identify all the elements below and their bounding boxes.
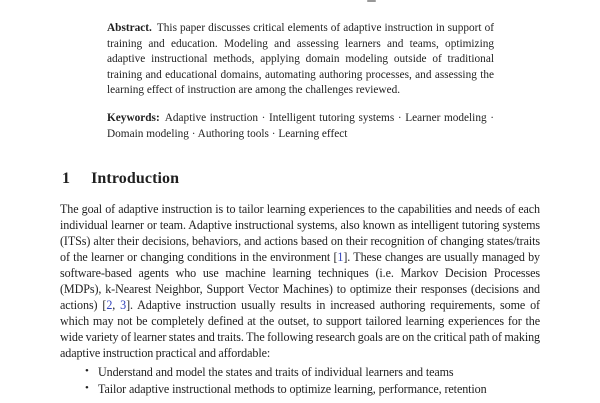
body-column	[60, 201, 540, 397]
section-title: Introduction	[91, 170, 180, 188]
paragraph-text-segment: ]. These changes are usually managed by software-based agents who use machine learning techniques (i.e. Markov Decision Processes (MDPs), k-Nearest Neighbor, Support Vector Machines) to optimize their responses (decisions and actions) [	[60, 250, 541, 313]
list-item	[60, 381, 540, 397]
keywords-block	[107, 111, 494, 142]
citation-link[interactable]: 2	[106, 298, 113, 313]
section-number: 1	[62, 170, 71, 188]
citation-link[interactable]: 3	[120, 298, 127, 313]
abstract-label: Abstract.	[107, 22, 152, 34]
list-item-text: Tailor adaptive instructional methods to optimize learning, performance, retention	[98, 381, 487, 396]
list-item	[60, 364, 540, 380]
paragraph-text-segment: ]. Adaptive instruction usually results in increased authoring requirements, some of which may not be completely defined at the outset, to support tailored learning experiences for the wide variety of learner states and traits. The following research goals are on the critical path of making adaptive instruction practical and affordable:	[60, 298, 540, 361]
list-item-text: Understand and model the states and traits of individual learners and teams	[98, 365, 454, 380]
paragraph-text-segment: ,	[112, 298, 121, 313]
bullet-icon: •	[85, 381, 89, 394]
paragraph-text-segment: The goal of adaptive instruction is to tailor learning experiences to the capabilities and needs of each individual learner or team. Adaptive instructional systems, also known as intelligent tutoring systems (ITSs) alter their decisions, behaviors, and actions based on their recognition of changing states/traits of the learner or changing conditions in the environment [	[60, 202, 540, 265]
keywords-label: Keywords:	[107, 111, 160, 124]
abstract-text: This paper discusses critical elements of adaptive instruction in support of training and education. Modeling and assessing learners and teams, optimizing adaptive instructional methods, applying domain modeling outside of traditional training and educational domains, automating authoring processes, and assessing the learning effect of instruction are among the challenges reviewed.	[107, 22, 494, 97]
goals-list	[60, 364, 540, 397]
abstract-block	[107, 21, 494, 99]
clipped-running-header-artifact	[367, 0, 376, 2]
intro-paragraph-text	[60, 201, 540, 361]
keywords-text: Adaptive instruction · Intelligent tutoring systems · Learner modeling · Domain modeling · Authoring tools · Learning effect	[107, 111, 494, 140]
bullet-icon: •	[85, 365, 89, 378]
front-matter	[107, 21, 494, 142]
citation-link[interactable]: 1	[337, 250, 344, 265]
section-heading	[62, 169, 540, 188]
